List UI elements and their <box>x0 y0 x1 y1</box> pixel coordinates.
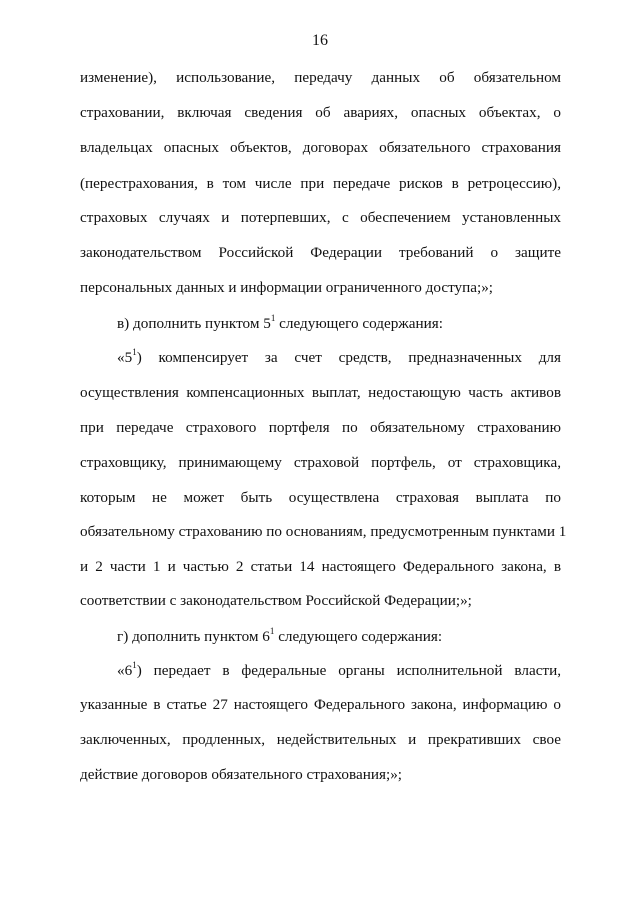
text-line: персональных данных и информации ограниченного доступа;»; <box>80 279 494 296</box>
quote-open: «5 <box>117 349 133 366</box>
text-line: изменение), использование, передачу данных об обязательном <box>80 69 561 86</box>
text-line: страховщику, принимающему страховой портфель, от страховщика, <box>80 454 561 471</box>
text-line: заключенных, продленных, недействительных и прекративших свое <box>80 731 561 748</box>
list-item-v <box>117 314 561 334</box>
superscript: 1 <box>132 659 137 670</box>
text-line: владельцах опасных объектов, договорах обязательного страхования <box>80 139 561 156</box>
superscript: 1 <box>269 625 275 636</box>
text-line: указанные в статье 27 настоящего Федерального закона, информацию о <box>80 696 561 713</box>
superscript: 1 <box>270 312 276 323</box>
superscript: 1 <box>132 346 137 357</box>
list-item-g <box>117 627 561 647</box>
item-text: г) дополнить пунктом 6 <box>117 628 270 645</box>
text-line: обязательному страхованию по основаниям, предусмотренным пунктами 1 <box>80 523 567 540</box>
text-span: ) компенсирует за счет средств, предназначенных для <box>136 349 561 366</box>
item-text: следующего содержания: <box>275 315 443 332</box>
paragraph-first-line <box>117 348 561 368</box>
text-line: при передаче страхового портфеля по обязательному страхованию <box>80 419 561 436</box>
text-line: действие договоров обязательного страхования;»; <box>80 766 403 783</box>
text-line: законодательством Российской Федерации требований о защите <box>80 244 561 261</box>
text-line: соответствии с законодательством Российской Федерации;»; <box>80 592 472 609</box>
text-line: осуществления компенсационных выплат, недостающую часть активов <box>80 384 561 401</box>
text-line: (перестрахования, в том числе при передаче рисков в ретроцессию), <box>80 175 561 192</box>
text-line: страховых случаях и потерпевших, с обеспечением установленных <box>80 209 561 226</box>
text-line: и 2 части 1 и частью 2 статьи 14 настоящего Федерального закона, в <box>80 558 561 575</box>
item-text: в) дополнить пунктом 5 <box>117 315 271 332</box>
quote-open: «6 <box>117 662 133 679</box>
text-span: ) передает в федеральные органы исполнительной власти, <box>136 662 561 679</box>
text-line: которым не может быть осуществлена страховая выплата по <box>80 489 561 506</box>
item-text: следующего содержания: <box>274 628 443 645</box>
page-number: 16 <box>312 32 328 49</box>
text-line: страховании, включая сведения об авариях, опасных объектах, о <box>80 104 561 121</box>
paragraph-first-line <box>117 661 561 681</box>
